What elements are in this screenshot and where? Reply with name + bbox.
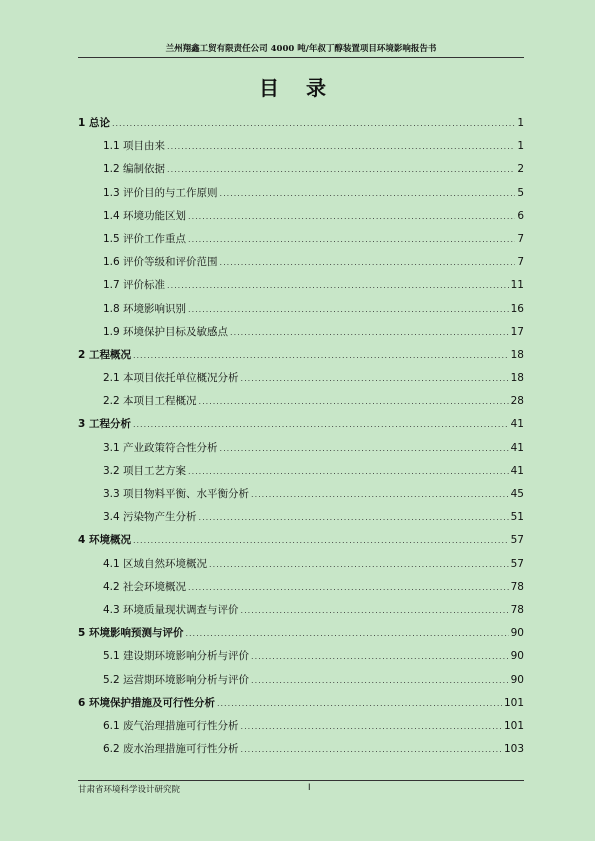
toc-chapter[interactable]	[78, 413, 524, 436]
toc-section[interactable]	[78, 321, 524, 344]
toc-entry-label: 5.1 建设期环境影响分析与评价	[103, 650, 250, 663]
toc-entry-page-number: 101	[503, 719, 524, 732]
toc-chapter[interactable]	[78, 112, 524, 135]
dot-leader	[251, 488, 509, 502]
toc-section[interactable]	[78, 738, 524, 761]
dot-leader	[251, 650, 509, 664]
toc-section[interactable]	[78, 669, 524, 692]
dot-leader	[112, 117, 515, 131]
dot-leader	[241, 720, 502, 734]
toc-entry-label: 6.2 废水治理措施可行性分析	[103, 743, 239, 756]
toc-entry-label: 4.3 环境质量现状调查与评价	[103, 603, 239, 616]
dot-leader	[241, 743, 502, 757]
toc-entry-page-number: 7	[517, 256, 524, 269]
page-footer	[78, 780, 524, 795]
toc-section[interactable]	[78, 228, 524, 251]
toc-entry-label: 5 环境影响预测与评价	[78, 627, 184, 640]
dot-leader	[188, 465, 509, 479]
toc-entry-page-number: 41	[510, 441, 524, 454]
toc-entry-label: 1.9 环境保护目标及敏感点	[103, 325, 229, 338]
toc-chapter[interactable]	[78, 622, 524, 645]
toc-entry-page-number: 90	[510, 673, 524, 686]
toc-entry-label: 1.4 环境功能区划	[103, 209, 187, 222]
toc-section[interactable]	[78, 506, 524, 529]
toc-entry-page-number: 18	[510, 348, 524, 361]
toc-entry-page-number: 57	[510, 534, 524, 547]
toc-entry-label: 3.1 产业政策符合性分析	[103, 441, 218, 454]
toc-entry-page-number: 5	[517, 186, 524, 199]
toc-entry-label: 3.2 项目工艺方案	[103, 464, 187, 477]
toc-section[interactable]	[78, 437, 524, 460]
toc-section[interactable]	[78, 483, 524, 506]
dot-leader	[133, 534, 509, 548]
toc-section[interactable]	[78, 205, 524, 228]
toc-entry-page-number: 28	[510, 395, 524, 408]
toc-entry-page-number: 78	[510, 580, 524, 593]
dot-leader	[167, 279, 509, 293]
toc-entry-label: 6.1 废气治理措施可行性分析	[103, 719, 239, 732]
toc-entry-label: 6 环境保护措施及可行性分析	[78, 696, 215, 709]
toc-entry-label: 4 环境概况	[78, 534, 131, 547]
dot-leader	[251, 674, 509, 688]
toc-section[interactable]	[78, 274, 524, 297]
toc-entry-label: 4.2 社会环境概况	[103, 580, 187, 593]
dot-leader	[209, 558, 509, 572]
toc-chapter[interactable]	[78, 344, 524, 367]
toc-entry-label: 1.2 编制依据	[103, 163, 166, 176]
toc-entry-page-number: 57	[510, 557, 524, 570]
toc-entry-label: 1 总论	[78, 117, 110, 129]
toc-section[interactable]	[78, 251, 524, 274]
dot-leader	[185, 627, 508, 641]
dot-leader	[217, 697, 502, 711]
toc-entry-label: 2.2 本项目工程概况	[103, 395, 197, 408]
dot-leader	[199, 395, 509, 409]
toc-entry-page-number: 6	[517, 209, 524, 222]
toc-entry-page-number: 18	[510, 372, 524, 385]
dot-leader	[167, 140, 515, 154]
toc-chapter[interactable]	[78, 692, 524, 715]
toc-entry-label: 1.5 评价工作重点	[103, 232, 187, 245]
dot-leader	[230, 326, 509, 340]
toc-entry-page-number: 78	[510, 603, 524, 616]
toc-entry-page-number: 7	[517, 232, 524, 245]
dot-leader	[220, 442, 509, 456]
toc-chapter[interactable]	[78, 529, 524, 552]
toc-entry-label: 1.8 环境影响识别	[103, 302, 187, 315]
toc-section[interactable]	[78, 158, 524, 181]
toc-entry-label: 1.6 评价等级和评价范围	[103, 256, 218, 269]
toc-entry-page-number: 2	[517, 163, 524, 176]
toc-entry-page-number: 17	[510, 325, 524, 338]
table-of-contents	[78, 112, 524, 761]
toc-entry-label: 1.3 评价目的与工作原则	[103, 186, 218, 199]
toc-entry-page-number: 41	[510, 464, 524, 477]
toc-entry-page-number: 1	[517, 140, 524, 153]
toc-section[interactable]	[78, 135, 524, 158]
toc-entry-page-number: 101	[503, 696, 524, 709]
toc-entry-label: 1.1 项目由来	[103, 140, 166, 153]
toc-entry-label: 3.3 项目物料平衡、水平衡分析	[103, 488, 250, 500]
toc-entry-label: 1.7 评价标准	[103, 279, 166, 292]
toc-entry-page-number: 41	[510, 418, 524, 431]
toc-entry-page-number: 51	[510, 511, 524, 524]
toc-entry-page-number: 103	[503, 743, 524, 756]
toc-section[interactable]	[78, 390, 524, 413]
toc-entry-page-number: 90	[510, 650, 524, 663]
page-header: 兰州翔鑫工贸有限责任公司 4000 吨/年叔丁醇装置项目环境影响报告书	[78, 42, 524, 58]
toc-entry-page-number: 45	[510, 488, 524, 500]
dot-leader	[188, 233, 515, 247]
toc-entry-label: 4.1 区域自然环境概况	[103, 557, 208, 570]
toc-section[interactable]	[78, 460, 524, 483]
toc-section[interactable]	[78, 645, 524, 668]
toc-section[interactable]	[78, 715, 524, 738]
dot-leader	[220, 256, 516, 270]
toc-entry-label: 5.2 运营期环境影响分析与评价	[103, 673, 250, 686]
dot-leader	[167, 163, 515, 177]
toc-entry-page-number: 16	[510, 302, 524, 315]
dot-leader	[220, 187, 516, 201]
toc-entry-page-number: 1	[517, 117, 524, 129]
dot-leader	[241, 372, 509, 386]
toc-section[interactable]	[78, 367, 524, 390]
toc-section[interactable]	[78, 553, 524, 576]
dot-leader	[241, 604, 509, 618]
dot-leader	[199, 511, 509, 525]
dot-leader	[133, 418, 509, 432]
dot-leader	[188, 303, 509, 317]
toc-section[interactable]	[78, 298, 524, 321]
toc-entry-label: 2.1 本项目依托单位概况分析	[103, 372, 239, 385]
toc-section[interactable]	[78, 599, 524, 622]
toc-entry-label: 3.4 污染物产生分析	[103, 511, 197, 524]
toc-entry-label: 3 工程分析	[78, 418, 131, 431]
footer-page-number: I	[308, 783, 311, 793]
page-title: 目 录	[259, 76, 336, 100]
dot-leader	[133, 349, 509, 363]
toc-section[interactable]	[78, 576, 524, 599]
toc-entry-page-number: 11	[510, 279, 524, 292]
toc-entry-label: 2 工程概况	[78, 348, 131, 361]
toc-section[interactable]	[78, 182, 524, 205]
toc-entry-page-number: 90	[510, 627, 524, 640]
footer-organization: 甘肃省环境科学设计研究院	[78, 785, 181, 795]
dot-leader	[188, 581, 509, 595]
dot-leader	[188, 210, 515, 224]
